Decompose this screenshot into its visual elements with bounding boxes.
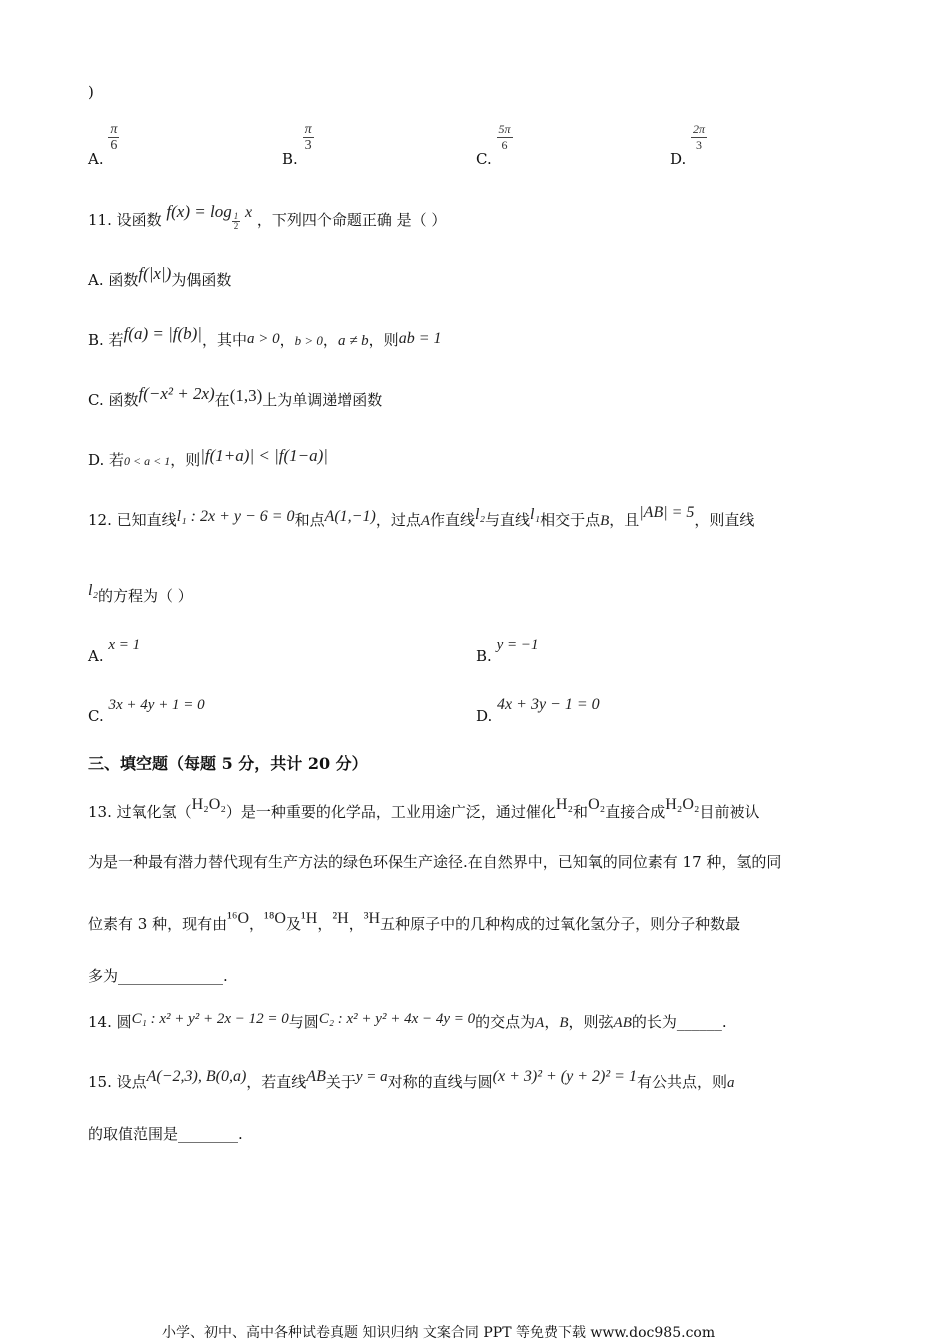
footer-banner: 小学、初中、高中各种试卷真题 知识归纳 文案合同 PPT 等免费下载 www.doc985.com <box>162 1325 716 1341</box>
text: 的长为 <box>631 1013 677 1031</box>
math: (x + 3)² + (y + 2)² = 1 <box>492 1068 637 1085</box>
q10-option-a <box>88 120 119 168</box>
text: 多为 <box>88 967 119 985</box>
text: 的方程为（ ） <box>98 587 193 605</box>
fraction <box>108 122 119 153</box>
sep: ， <box>249 915 265 933</box>
numerator: π <box>304 122 312 137</box>
q10-tail: ) <box>88 83 94 101</box>
text: 的取值范围是 <box>88 1125 179 1143</box>
numerator: 1 <box>233 210 239 221</box>
text: 相交于点 <box>540 511 601 529</box>
text: 与直线 <box>485 511 531 529</box>
math: 0 < a < 1 <box>124 454 171 468</box>
chem: O₂ <box>588 796 606 813</box>
sep: ， <box>544 1013 560 1031</box>
isotope: ²H <box>332 910 349 927</box>
text: 和点 <box>294 511 325 529</box>
option-label: D. <box>670 149 687 168</box>
option-label: B. 若 <box>88 331 124 349</box>
option-text: 为偶函数 <box>171 271 232 289</box>
q11-prefix: 11. 设函数 <box>88 211 162 229</box>
q14 <box>88 1012 727 1033</box>
isotope: ¹⁶O <box>227 910 250 927</box>
math: AB <box>306 1068 326 1085</box>
option-label: A. <box>88 647 104 665</box>
answer-blank[interactable]: ________ <box>178 1125 239 1143</box>
fraction <box>691 122 707 153</box>
option-label: A. <box>88 149 104 168</box>
q12-stem <box>88 504 755 531</box>
q11-option-b <box>88 324 442 351</box>
option-text: ，其中 <box>201 331 247 349</box>
math: l₂ <box>475 506 486 523</box>
text: 直接合成 <box>605 803 666 821</box>
option-label: D. 若 <box>88 451 125 469</box>
q15-line2 <box>88 1124 243 1144</box>
q12-prefix: 12. 已知直线 <box>88 511 177 529</box>
q11-option-d <box>88 446 328 471</box>
option-label: C. <box>476 149 492 168</box>
text: 对称的直线与圆 <box>387 1073 493 1091</box>
option-label: B. <box>282 149 298 168</box>
text: 及 <box>285 915 301 933</box>
math: l₁ <box>530 506 541 523</box>
q11-suffix: ，下列四个命题正确 是（ ） <box>256 211 447 229</box>
math: C₂ : x² + y² + 4x − 4y = 0 <box>318 1011 476 1027</box>
option-text: ，则 <box>368 331 399 349</box>
q10-option-b <box>282 120 314 168</box>
math: a ≠ b <box>337 333 369 349</box>
math: A(1,−1) <box>324 508 376 525</box>
math: f(a) = |f(b)| <box>123 324 202 343</box>
q11-stem <box>88 202 447 231</box>
math: B <box>559 1015 569 1031</box>
text: ，则弦 <box>568 1013 614 1031</box>
math: |AB| = 5 <box>639 504 695 521</box>
text: 位素有 3 种，现有由 <box>88 915 228 933</box>
text: 目前被认 <box>699 803 760 821</box>
answer-blank[interactable]: ______ <box>676 1013 722 1031</box>
text: 13. 过氧化氢（ <box>88 803 192 821</box>
q12-option-b <box>476 636 539 665</box>
denominator: 3 <box>304 138 312 153</box>
sep: ， <box>279 331 295 349</box>
q11-option-c <box>88 384 383 410</box>
text: 五种原子中的几种构成的过氧化氢分子，则分子种数最 <box>380 915 741 933</box>
math: B <box>600 513 610 529</box>
q13-line4 <box>88 966 228 986</box>
q11-option-a <box>88 264 232 290</box>
text: 关于 <box>325 1073 356 1091</box>
option-label: C. <box>88 707 104 725</box>
numerator: 5π <box>498 122 511 136</box>
q10-option-d <box>670 120 707 168</box>
math: f(−x² + 2x) <box>138 384 215 403</box>
math: (1,3) <box>229 386 263 405</box>
option-label: C. 函数 <box>88 391 139 409</box>
math: b > 0 <box>294 333 323 348</box>
math: AB <box>613 1015 632 1031</box>
math: |f(1+a)| < |f(1−a)| <box>200 446 328 465</box>
option-text: 在 <box>214 391 230 409</box>
text: . <box>238 1125 243 1143</box>
option-label: A. 函数 <box>88 271 139 289</box>
text: 的交点为 <box>475 1013 536 1031</box>
math: y = a <box>355 1069 388 1085</box>
chem: H₂ <box>555 796 574 813</box>
q13-line2: 为是一种最有潜力替代现有生产方法的绿色环保生产途径.在自然界中，已知氧的同位素有 17 种，氢的同 <box>88 853 782 871</box>
denominator: 6 <box>110 138 118 153</box>
q13-line1 <box>88 796 760 823</box>
isotope: ¹H <box>301 910 318 927</box>
chem: H₂O₂ <box>665 796 700 813</box>
log-base <box>232 212 241 231</box>
q11-func: f(x) = log <box>166 202 232 221</box>
isotope: ¹⁸O <box>264 910 286 927</box>
math: 3x + 4y + 1 = 0 <box>108 697 205 713</box>
q11-var: x <box>244 204 253 221</box>
q12-option-c <box>88 696 205 725</box>
numerator: π <box>110 122 118 137</box>
text: 14. 圆 <box>88 1013 132 1031</box>
denominator: 3 <box>696 138 703 152</box>
math: l₂ <box>88 582 99 599</box>
q12-option-d <box>476 696 600 725</box>
math: l₁ : 2x + y − 6 = 0 <box>176 508 295 525</box>
text: ，过点 <box>375 511 421 529</box>
denominator: 6 <box>501 138 508 152</box>
text: ，且 <box>609 511 640 529</box>
math: ab = 1 <box>398 330 442 347</box>
section-heading: 三、填空题（每题 5 分，共计 20 分） <box>88 754 368 773</box>
chem: H₂O₂ <box>191 796 226 813</box>
text: 15. 设点 <box>88 1073 147 1091</box>
text: . <box>721 1013 727 1031</box>
option-label: B. <box>476 647 492 665</box>
numerator: 2π <box>693 122 706 136</box>
text: . <box>223 967 228 985</box>
text: ，若直线 <box>246 1073 307 1091</box>
math: A <box>535 1015 545 1031</box>
fraction <box>303 122 314 153</box>
sep: ， <box>322 331 338 349</box>
q15-line1 <box>88 1068 735 1093</box>
math: a > 0 <box>247 331 280 347</box>
isotope: ³H <box>363 910 381 927</box>
q10-option-c <box>476 120 513 168</box>
math: C₁ : x² + y² + 2x − 12 = 0 <box>131 1011 289 1027</box>
text: 有公共点，则 <box>636 1073 727 1091</box>
math: f(|x|) <box>138 264 172 283</box>
text: 和 <box>573 803 589 821</box>
math: A(−2,3), B(0,a) <box>146 1068 247 1085</box>
sep: ， <box>317 915 333 933</box>
option-label: D. <box>476 707 493 725</box>
fraction <box>497 122 513 153</box>
text: 与圆 <box>288 1013 319 1031</box>
q12-option-a <box>88 636 141 665</box>
text: 作直线 <box>430 511 476 529</box>
math: x = 1 <box>108 637 141 653</box>
denominator: 2 <box>233 220 239 231</box>
math: 4x + 3y − 1 = 0 <box>497 696 600 713</box>
q13-line3 <box>88 910 741 935</box>
math: a <box>726 1075 735 1091</box>
sep: ， <box>348 915 364 933</box>
text: ）是一种重要的化学品，工业用途广泛，通过催化 <box>225 803 556 821</box>
math: A <box>420 513 430 529</box>
option-text: ，则 <box>170 451 201 469</box>
q12-stem-line2 <box>88 582 193 607</box>
option-text: 上为单调递增函数 <box>262 391 383 409</box>
answer-blank[interactable]: ______________ <box>118 967 224 985</box>
math: y = −1 <box>496 637 539 653</box>
text: ，则直线 <box>694 511 755 529</box>
